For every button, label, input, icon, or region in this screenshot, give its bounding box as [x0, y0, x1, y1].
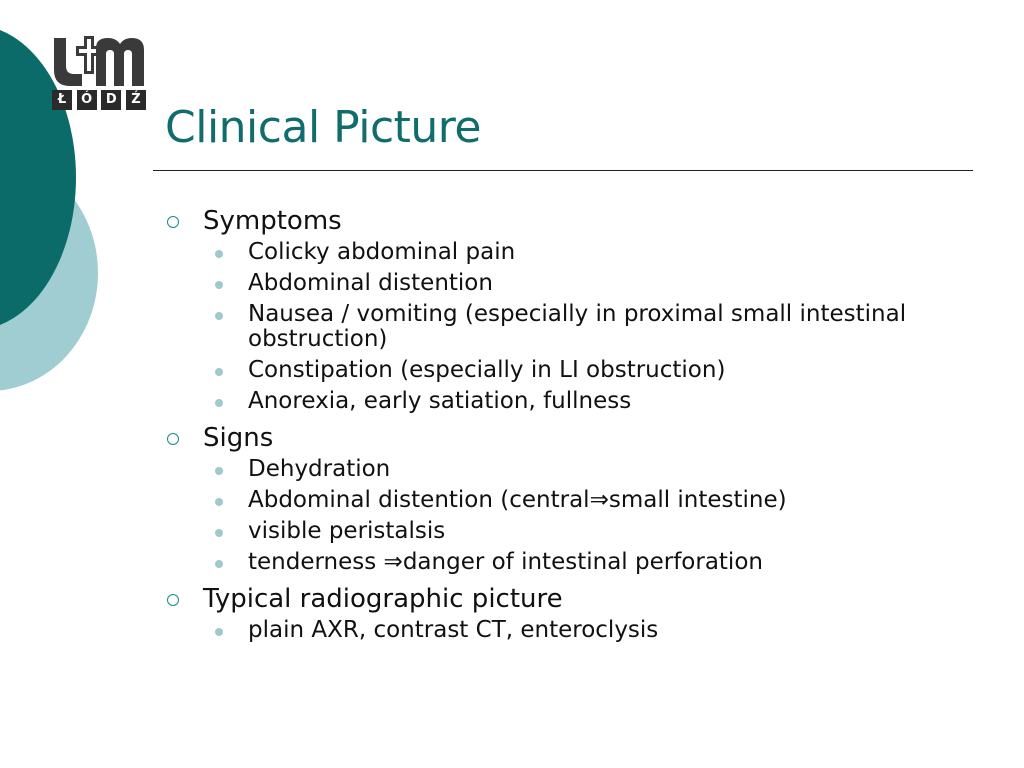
sub-bullet-list: [215, 618, 943, 643]
list-item: [215, 302, 943, 352]
section-symptoms: [163, 203, 943, 414]
dot-bullet-icon: [215, 302, 248, 320]
section-signs: [163, 420, 943, 575]
um-logo-mark: [52, 34, 146, 86]
logo-u-shape: [54, 38, 82, 86]
list-item-text: visible peristalsis: [248, 518, 446, 544]
university-logo: [52, 34, 146, 110]
dot-bullet-icon: [215, 240, 248, 258]
list-item-text: Nausea / vomiting (especially in proximal small intestinal obstruction): [248, 301, 907, 352]
slide-title: Clinical Picture: [165, 102, 481, 153]
logo-m-shape: [96, 38, 144, 86]
section-heading: Signs: [203, 423, 274, 453]
slide-content: [163, 203, 943, 649]
logo-letter: Ł: [52, 90, 72, 110]
dot-bullet-icon: [215, 389, 248, 407]
logo-letter: Ź: [126, 90, 146, 110]
dot-bullet-icon: [215, 271, 248, 289]
list-item: [215, 550, 943, 575]
hollow-circle-bullet-icon: [163, 203, 203, 228]
dot-bullet-icon: [215, 618, 248, 636]
logo-letter: Ó: [77, 90, 97, 110]
sub-bullet-list: [215, 240, 943, 414]
dot-bullet-icon: [215, 550, 248, 568]
hollow-circle-bullet-icon: [163, 420, 203, 445]
list-item: [215, 240, 943, 265]
list-item: [215, 488, 943, 513]
section-heading: Typical radiographic picture: [203, 584, 563, 614]
bullet-list: [163, 203, 943, 643]
title-divider: [153, 170, 973, 171]
list-item-text: Abdominal distention: [248, 270, 493, 296]
list-item-text: Dehydration: [248, 456, 391, 482]
logo-letters: [52, 90, 146, 110]
dot-bullet-icon: [215, 358, 248, 376]
list-item-text: plain AXR, contrast CT, enteroclysis: [248, 617, 659, 643]
list-item: [215, 358, 943, 383]
section-heading: Symptoms: [203, 206, 342, 236]
list-item: [215, 271, 943, 296]
list-item-text: tenderness ⇒danger of intestinal perforation: [248, 549, 763, 575]
list-item-text: Abdominal distention (central⇒small intestine): [248, 487, 787, 513]
logo-letter: D: [101, 90, 121, 110]
list-item-text: Anorexia, early satiation, fullness: [248, 388, 632, 414]
list-item-text: Constipation (especially in LI obstruction): [248, 357, 726, 383]
dot-bullet-icon: [215, 457, 248, 475]
list-item: [215, 519, 943, 544]
sub-bullet-list: [215, 457, 943, 575]
list-item-text: Colicky abdominal pain: [248, 239, 516, 265]
list-item: [215, 618, 943, 643]
section-radiographic-picture: [163, 581, 943, 643]
dot-bullet-icon: [215, 488, 248, 506]
list-item: [215, 457, 943, 482]
list-item: [215, 389, 943, 414]
dot-bullet-icon: [215, 519, 248, 537]
hollow-circle-bullet-icon: [163, 581, 203, 606]
